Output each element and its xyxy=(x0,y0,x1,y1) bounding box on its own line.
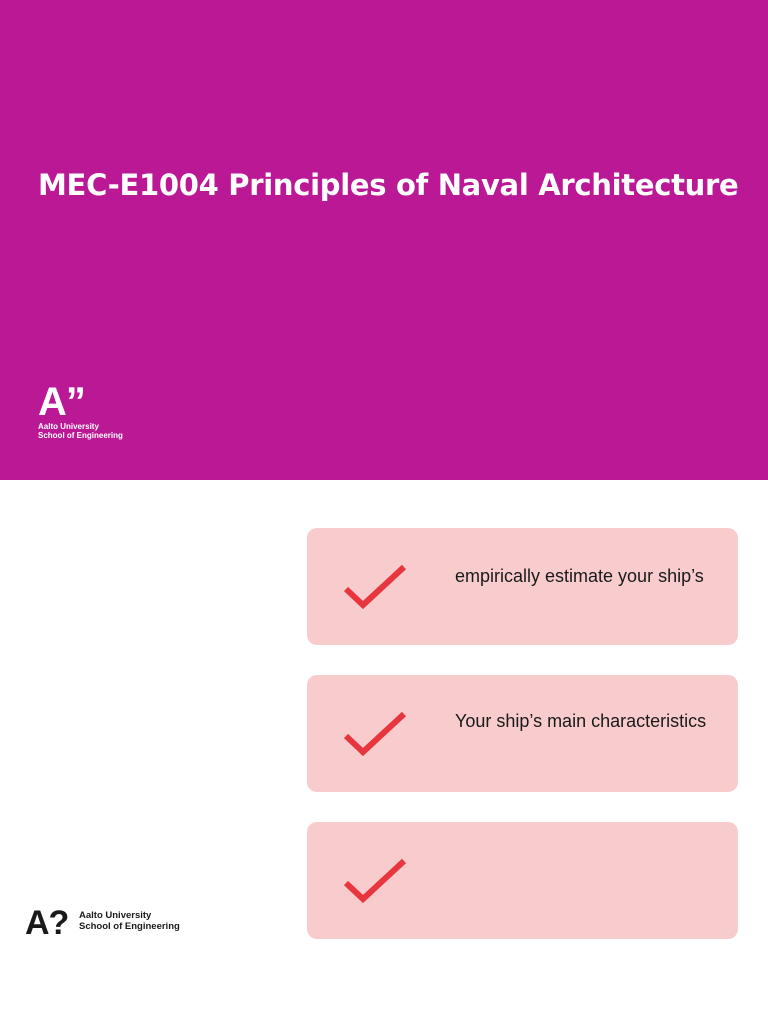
logo-school-name: School of Engineering xyxy=(38,431,123,440)
checkmark-icon xyxy=(343,564,407,612)
course-title: MEC-E1004 Principles of Naval Architecture xyxy=(38,168,739,202)
logo-university-name: Aalto University xyxy=(79,910,152,921)
logo-university-name: Aalto University xyxy=(38,422,99,431)
aalto-logo-header xyxy=(38,382,123,440)
objective-card-2 xyxy=(307,675,738,792)
objective-text: empirically estimate your ship’s xyxy=(455,566,704,586)
objective-card-1 xyxy=(307,528,738,645)
logo-mark: A? xyxy=(25,904,69,942)
logo-mark: A” xyxy=(38,380,85,424)
checkmark-icon xyxy=(343,711,407,759)
logo-school-name: School of Engineering xyxy=(79,921,180,932)
title-banner xyxy=(0,0,768,480)
objective-card-3 xyxy=(307,822,738,939)
objective-text: Your ship’s main characteristics xyxy=(455,711,707,731)
checkmark-icon xyxy=(343,858,407,906)
